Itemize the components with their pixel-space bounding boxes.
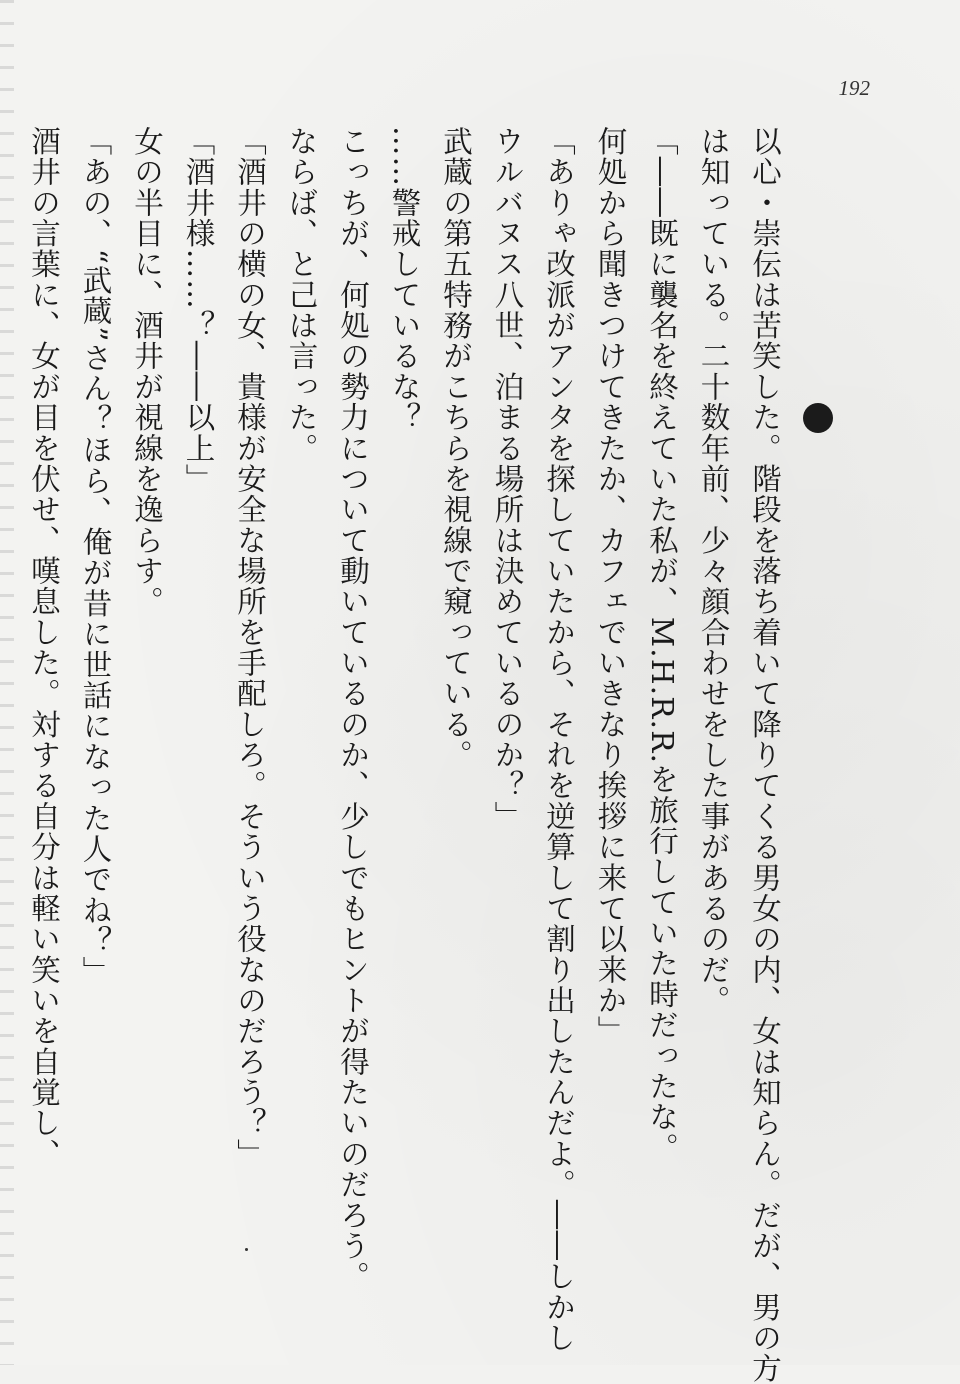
text-line-8: ……警戒しているな？ xyxy=(387,126,422,433)
page-edge-shadow xyxy=(0,0,14,1365)
text-line-14: 「あの、“武蔵”さん？ほら、俺が昔に世話になった人でね？」 xyxy=(78,126,113,987)
text-line-4: 何処から聞きつけてきたか、カフェでいきなり挨拶に来て以来か」 xyxy=(593,126,628,1047)
text-line-3: 「――既に襲名を終えていた私が、M.H.R.R.を旅行していた時だったな。 xyxy=(645,126,679,1164)
stray-dot xyxy=(245,1248,248,1251)
text-line-11: 「酒井の横の女、貴様が安全な場所を手配しろ。そういう役なのだろう？」 xyxy=(233,126,267,1170)
text-line-9: こっちが、何処の勢力について動いているのか、少しでもヒントが得たいのだろう。 xyxy=(336,126,370,1292)
text-line-12: 「酒井様……？――以上」 xyxy=(181,126,216,495)
text-line-5: 「ありゃ改派がアンタを探していたから、それを逆算して割り出したんだよ。――しかし xyxy=(542,126,576,1354)
text-line-15: 酒井の言葉に、女が目を伏せ、嘆息した。対する自分は軽い笑いを自覚し、 xyxy=(27,126,61,1170)
text-line-13: 女の半目に、酒井が視線を逸らす。 xyxy=(130,126,164,617)
text-line-7: 武蔵の第五特務がこちらを視線で窺っている。 xyxy=(439,126,473,771)
section-bullet-mark xyxy=(803,403,833,433)
text-line-1: 以心・崇伝は苦笑した。階段を落ち着いて降りてくる男女の内、女は知らん。だが、男の方 xyxy=(748,126,782,1384)
text-line-6: ウルバヌス八世、泊まる場所は決めているのか？」 xyxy=(490,126,525,832)
text-line-10: ならば、と己は言った。 xyxy=(284,126,319,464)
page-number: 192 xyxy=(838,76,870,100)
vertical-text-body xyxy=(27,126,790,1384)
text-line-2: は知っている。二十数年前、少々顔合わせをした事があるのだ。 xyxy=(696,126,731,1016)
